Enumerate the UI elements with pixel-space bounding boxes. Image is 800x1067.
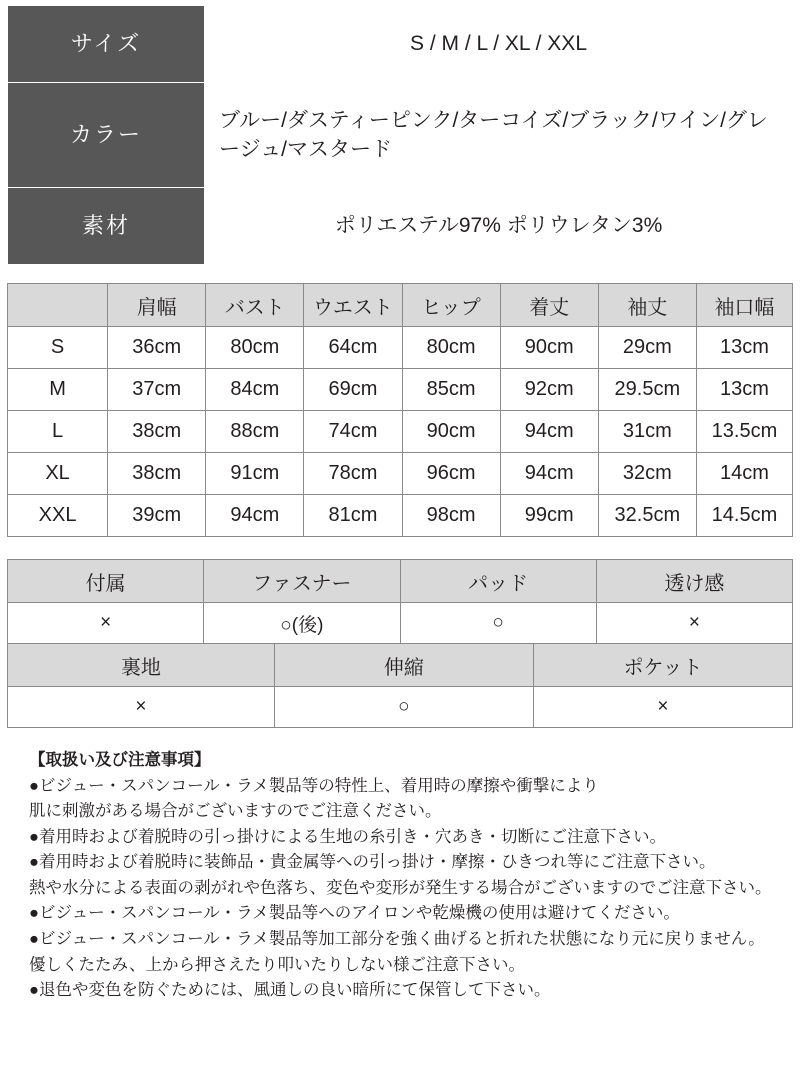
measurement-cell: 94cm	[500, 453, 598, 495]
table-row	[8, 495, 793, 537]
measurement-cell: 29.5cm	[598, 369, 696, 411]
measurement-cell: 80cm	[206, 327, 304, 369]
measurement-size-label: L	[8, 411, 108, 453]
measurement-cell: 13cm	[696, 327, 792, 369]
attribute-header-lining: 裏地	[8, 644, 275, 687]
measurement-cell: 99cm	[500, 495, 598, 537]
measurement-cell: 98cm	[402, 495, 500, 537]
measurement-cell: 32cm	[598, 453, 696, 495]
measurement-cell: 14.5cm	[696, 495, 792, 537]
table-row	[8, 411, 793, 453]
measurement-cell: 29cm	[598, 327, 696, 369]
attribute-header-pad: パッド	[400, 560, 596, 603]
measurement-cell: 78cm	[304, 453, 402, 495]
table-header-row	[8, 644, 793, 687]
measurement-col-5: 着丈	[500, 284, 598, 327]
attribute-value-pocket: ×	[533, 687, 792, 728]
spec-label-material: 素材	[8, 188, 205, 265]
measurement-cell: 36cm	[108, 327, 206, 369]
attribute-header-pocket: ポケット	[533, 644, 792, 687]
care-note-line: ●退色や変色を防ぐためには、風通しの良い暗所にて保管して下さい。	[29, 981, 551, 1000]
measurement-cell: 13cm	[696, 369, 792, 411]
table-row	[8, 687, 793, 728]
measurement-cell: 32.5cm	[598, 495, 696, 537]
measurement-col-6: 袖丈	[598, 284, 696, 327]
measurement-cell: 74cm	[304, 411, 402, 453]
table-row	[8, 188, 793, 265]
table-header-row	[8, 560, 793, 603]
measurement-col-3: ウエスト	[304, 284, 402, 327]
measurement-size-label: XL	[8, 453, 108, 495]
measurement-col-2: バスト	[206, 284, 304, 327]
measurement-col-4: ヒップ	[402, 284, 500, 327]
care-note-line: 肌に刺激がある場合がございますのでご注意ください。	[29, 802, 442, 821]
measurement-cell: 91cm	[206, 453, 304, 495]
measurement-col-7: 袖口幅	[696, 284, 792, 327]
measurement-cell: 81cm	[304, 495, 402, 537]
care-note-line: 優しくたたみ、上から押さえたり叩いたりしない様ご注意下さい。	[29, 955, 525, 974]
care-notes-title: 【取扱い及び注意事項】	[29, 751, 211, 769]
measurement-cell: 39cm	[108, 495, 206, 537]
spacer	[7, 265, 793, 283]
measurement-cell: 92cm	[500, 369, 598, 411]
measurement-size-label: XXL	[8, 495, 108, 537]
measurement-col-0	[8, 284, 108, 327]
measurement-cell: 85cm	[402, 369, 500, 411]
measurement-cell: 96cm	[402, 453, 500, 495]
attribute-value-accessory: ×	[8, 603, 204, 644]
attribute-header-stretch: 伸縮	[274, 644, 533, 687]
measurement-cell: 38cm	[108, 453, 206, 495]
attribute-value-lining: ×	[8, 687, 275, 728]
table-row	[8, 6, 793, 83]
measurement-cell: 90cm	[500, 327, 598, 369]
measurement-cell: 88cm	[206, 411, 304, 453]
measurement-cell: 37cm	[108, 369, 206, 411]
attribute-value-sheerness: ×	[596, 603, 792, 644]
table-row	[8, 369, 793, 411]
spec-table	[7, 5, 793, 265]
attribute-header-zipper: ファスナー	[204, 560, 400, 603]
measurement-cell: 38cm	[108, 411, 206, 453]
measurement-cell: 90cm	[402, 411, 500, 453]
care-notes	[7, 748, 793, 1004]
care-note-line: 熱や水分による表面の剥がれや色落ち、変色や変形が発生する場合がございますのでご注意下さい。	[29, 878, 772, 897]
measurement-cell: 14cm	[696, 453, 792, 495]
attributes-table-bottom	[7, 643, 793, 728]
care-note-line: ●着用時および着脱時の引っ掛けによる生地の糸引き・穴あき・切断にご注意下さい。	[29, 827, 666, 846]
attribute-value-stretch: ○	[274, 687, 533, 728]
measurement-col-1: 肩幅	[108, 284, 206, 327]
table-row	[8, 453, 793, 495]
measurement-table	[7, 283, 793, 537]
table-row	[8, 327, 793, 369]
spec-value-material: ポリエステル97% ポリウレタン3%	[205, 188, 793, 265]
spec-value-color: ブルー/ダスティーピンク/ターコイズ/ブラック/ワイン/グレージュ/マスタード	[205, 83, 793, 188]
attribute-header-accessory: 付属	[8, 560, 204, 603]
spec-value-size: S / M / L / XL / XXL	[205, 6, 793, 83]
care-note-line: ●着用時および着脱時に装飾品・貴金属等への引っ掛け・摩擦・ひきつれ等にご注意下さい。	[29, 853, 716, 872]
care-note-line: ●ビジュー・スパンコール・ラメ製品等の特性上、着用時の摩擦や衝撃により	[29, 776, 599, 795]
measurement-cell: 94cm	[206, 495, 304, 537]
table-row	[8, 83, 793, 188]
attribute-header-sheerness: 透け感	[596, 560, 792, 603]
table-header-row	[8, 284, 793, 327]
measurement-cell: 84cm	[206, 369, 304, 411]
attribute-value-pad: ○	[400, 603, 596, 644]
measurement-size-label: M	[8, 369, 108, 411]
spacer	[7, 537, 793, 559]
measurement-cell: 31cm	[598, 411, 696, 453]
measurement-cell: 64cm	[304, 327, 402, 369]
attribute-value-zipper: ○(後)	[204, 603, 400, 644]
care-note-line: ●ビジュー・スパンコール・ラメ製品等へのアイロンや乾燥機の使用は避けてください。	[29, 904, 680, 923]
spec-label-size: サイズ	[8, 6, 205, 83]
spec-label-color: カラー	[8, 83, 205, 188]
measurement-cell: 94cm	[500, 411, 598, 453]
table-row	[8, 603, 793, 644]
care-note-line: ●ビジュー・スパンコール・ラメ製品等加工部分を強く曲げると折れた状態になり元に戻りません。	[29, 929, 765, 948]
attributes-table-top	[7, 559, 793, 644]
measurement-cell: 69cm	[304, 369, 402, 411]
measurement-cell: 80cm	[402, 327, 500, 369]
measurement-size-label: S	[8, 327, 108, 369]
measurement-cell: 13.5cm	[696, 411, 792, 453]
